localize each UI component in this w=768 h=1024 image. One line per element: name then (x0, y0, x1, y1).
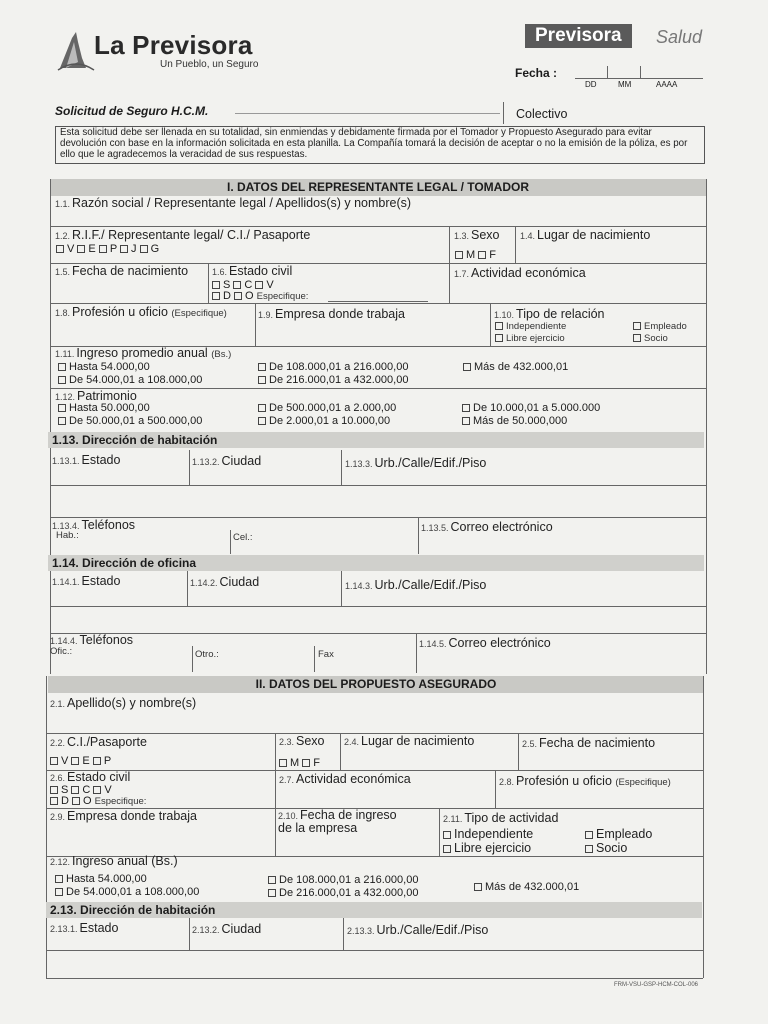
brand-name: La Previsora (94, 30, 253, 60)
fax-label: Fax (318, 649, 334, 660)
income2-option-5: Más de 432.000,01 (474, 881, 579, 893)
checkbox-v[interactable] (255, 281, 263, 289)
field-2-9-label: 2.9. Empresa donde trabaja (50, 809, 197, 823)
field-2-7-label: 2.7. Actividad económica (279, 772, 411, 786)
field-1-9-label: 1.9. Empresa donde trabaja (258, 307, 405, 321)
section-2-13-title: 2.13. Dirección de habitación (46, 902, 702, 918)
field-1-6-options-row1: S C V (212, 279, 274, 291)
patrimonio-option-2: De 50.000,01 a 500.000,00 (58, 415, 202, 427)
checkbox-s[interactable] (212, 281, 220, 289)
field-1-14-2-label: 1.14.2. Ciudad (190, 575, 260, 589)
section-1-14-title: 1.14. Dirección de oficina (48, 555, 704, 571)
field-1-14-4-label: 1.14.4. Teléfonos (50, 633, 134, 647)
product-sub: Salud (656, 27, 703, 47)
option-independiente: Independiente (495, 321, 566, 332)
fecha-label: Fecha : (515, 66, 558, 80)
field-2-12-label: 2.12. Ingreso anual (Bs.) (50, 854, 178, 868)
field-2-2-label: 2.2. C.I./Pasaporte (50, 735, 147, 749)
field-1-10-label: 1.10. Tipo de relación (494, 307, 605, 321)
checkbox-j[interactable] (120, 245, 128, 253)
activity-option-independiente: Independiente (443, 827, 533, 841)
income-option-3: De 108.000,01 a 216.000,00 (258, 361, 408, 373)
patrimonio-option-3: De 500.000,01 a 2.000,00 (258, 402, 396, 414)
activity-option-libre-ejercicio: Libre ejercicio (443, 841, 531, 855)
field-1-12-label: 1.12. Patrimonio (55, 389, 137, 403)
date-aaaa: AAAA (656, 80, 678, 89)
previsora-logo-icon (56, 28, 96, 72)
field-1-11-label: 1.11. Ingreso promedio anual (Bs.) (55, 346, 232, 360)
field-1-2-options: V E P J G (56, 243, 159, 255)
field-1-6-label: 1.6. Estado civil (212, 264, 293, 278)
field-2-3-label: 2.3. Sexo (279, 734, 325, 748)
income-option-1: Hasta 54.000,00 (58, 361, 150, 373)
field-1-14-1-label: 1.14.1. Estado (52, 574, 121, 588)
income-option-4: De 216.000,01 a 432.000,00 (258, 374, 408, 386)
brand-slogan: Un Pueblo, un Seguro (160, 59, 259, 70)
date-mm: MM (618, 80, 632, 89)
product-brand: Previsora (525, 24, 632, 48)
income2-option-2: De 54.000,01 a 108.000,00 (55, 886, 199, 898)
checkbox-v[interactable] (56, 245, 64, 253)
field-1-4-label: 1.4. Lugar de nacimiento (520, 228, 651, 242)
checkbox-m[interactable] (455, 251, 463, 259)
field-1-2-label: 1.2. R.I.F./ Representante legal/ C.I./ Pasaporte (55, 228, 311, 242)
field-1-13-5-label: 1.13.5. Correo electrónico (421, 520, 553, 534)
patrimonio-option-1: Hasta 50.000,00 (58, 402, 150, 414)
checkbox-d[interactable] (212, 292, 220, 300)
checkbox-e[interactable] (77, 245, 85, 253)
option-libre-ejercicio: Libre ejercicio (495, 333, 565, 344)
phone-cel-label: Cel.: (233, 532, 253, 543)
income-option-2: De 54.000,01 a 108.000,00 (58, 374, 202, 386)
field-1-3-label: 1.3. Sexo (454, 228, 500, 242)
checkbox-c[interactable] (233, 281, 241, 289)
option-socio: Socio (633, 333, 668, 344)
field-2-13-3-label: 2.13.3. Urb./Calle/Edif./Piso (347, 923, 489, 937)
income2-option-3: De 108.000,01 a 216.000,00 (268, 874, 418, 886)
checkbox-p[interactable] (99, 245, 107, 253)
field-1-1-label: 1.1. Razón social / Representante legal / Apellidos(s) y nombre(s) (55, 196, 412, 210)
activity-option-empleado: Empleado (585, 827, 652, 841)
patrimonio-option-6: Más de 50.000,000 (462, 415, 567, 427)
section-1-title: I. DATOS DEL REPRESENTANTE LEGAL / TOMADOR (50, 179, 706, 196)
field-2-1-label: 2.1. Apellido(s) y nombre(s) (50, 696, 197, 710)
date-line (575, 78, 703, 79)
phone-ofic-label: Ofic.: (50, 646, 73, 657)
notice-box: Esta solicitud debe ser llenada en su totalidad, sin enmiendas y debidamente firmada por el Tomador y Propuesto Asegurado para evitar devolución con base en la información solicitada en esta planilla. La Compañía tomará la decisión de aceptar o no la emisión de la póliza, es por ello que le agradecemos la veracidad de sus respuestas. (55, 126, 705, 164)
date-dd: DD (585, 80, 597, 89)
field-1-13-4-label: 1.13.4. Teléfonos (52, 518, 136, 532)
patrimonio-option-5: De 10.000,01 a 5.000.000 (462, 402, 600, 414)
form-code: FRM-VSU-GSP-HCM-COL-006 (614, 982, 699, 988)
colectivo-label: Colectivo (516, 107, 568, 121)
field-2-8-label: 2.8. Profesión u oficio (Especifique) (499, 774, 671, 788)
option-empleado: Empleado (633, 321, 687, 332)
field-1-7-label: 1.7. Actividad económica (454, 266, 586, 280)
section-2-title: II. DATOS DEL PROPUESTO ASEGURADO (48, 676, 704, 693)
field-2-5-label: 2.5. Fecha de nacimiento (522, 736, 656, 750)
income2-option-1: Hasta 54.000,00 (55, 873, 147, 885)
field-1-6-options-row2: D O Especifique: (212, 290, 308, 302)
field-2-13-1-label: 2.13.1. Estado (50, 921, 119, 935)
form-title: Solicitud de Seguro H.C.M. (55, 104, 209, 118)
activity-option-socio: Socio (585, 841, 627, 855)
income-option-5: Más de 432.000,01 (463, 361, 568, 373)
field-2-11-label: 2.11. Tipo de actividad (443, 811, 559, 825)
checkbox-f[interactable] (478, 251, 486, 259)
field-1-14-5-label: 1.14.5. Correo electrónico (419, 636, 551, 650)
section-1-13-title: 1.13. Dirección de habitación (48, 432, 704, 448)
field-1-13-3-label: 1.13.3. Urb./Calle/Edif./Piso (345, 456, 487, 470)
checkbox-o[interactable] (234, 292, 242, 300)
field-1-3-options: M F (455, 249, 496, 261)
field-2-3-options: M F (279, 757, 320, 769)
field-1-8-label: 1.8. Profesión u oficio (Especifique) (55, 305, 227, 319)
field-1-5-label: 1.5. Fecha de nacimiento (55, 264, 189, 278)
field-2-6-label: 2.6. Estado civil (50, 770, 131, 784)
field-2-2-options: V E P (50, 755, 111, 767)
patrimonio-option-4: De 2.000,01 a 10.000,00 (258, 415, 390, 427)
field-2-10-label: 2.10. Fecha de ingreso de la empresa (278, 808, 397, 835)
field-2-13-2-label: 2.13.2. Ciudad (192, 922, 262, 936)
field-2-4-label: 2.4. Lugar de nacimiento (344, 734, 475, 748)
field-1-13-1-label: 1.13.1. Estado (52, 453, 121, 467)
checkbox-g[interactable] (140, 245, 148, 253)
phone-otro-label: Otro.: (195, 649, 219, 660)
field-2-6-options-row2: D O Especifique: (50, 795, 146, 807)
field-1-14-3-label: 1.14.3. Urb./Calle/Edif./Piso (345, 578, 487, 592)
field-2-6-options-row1: S C V (50, 784, 112, 796)
income2-option-4: De 216.000,01 a 432.000,00 (268, 887, 418, 899)
field-1-13-2-label: 1.13.2. Ciudad (192, 454, 262, 468)
phone-hab-label: Hab.: (56, 530, 79, 541)
